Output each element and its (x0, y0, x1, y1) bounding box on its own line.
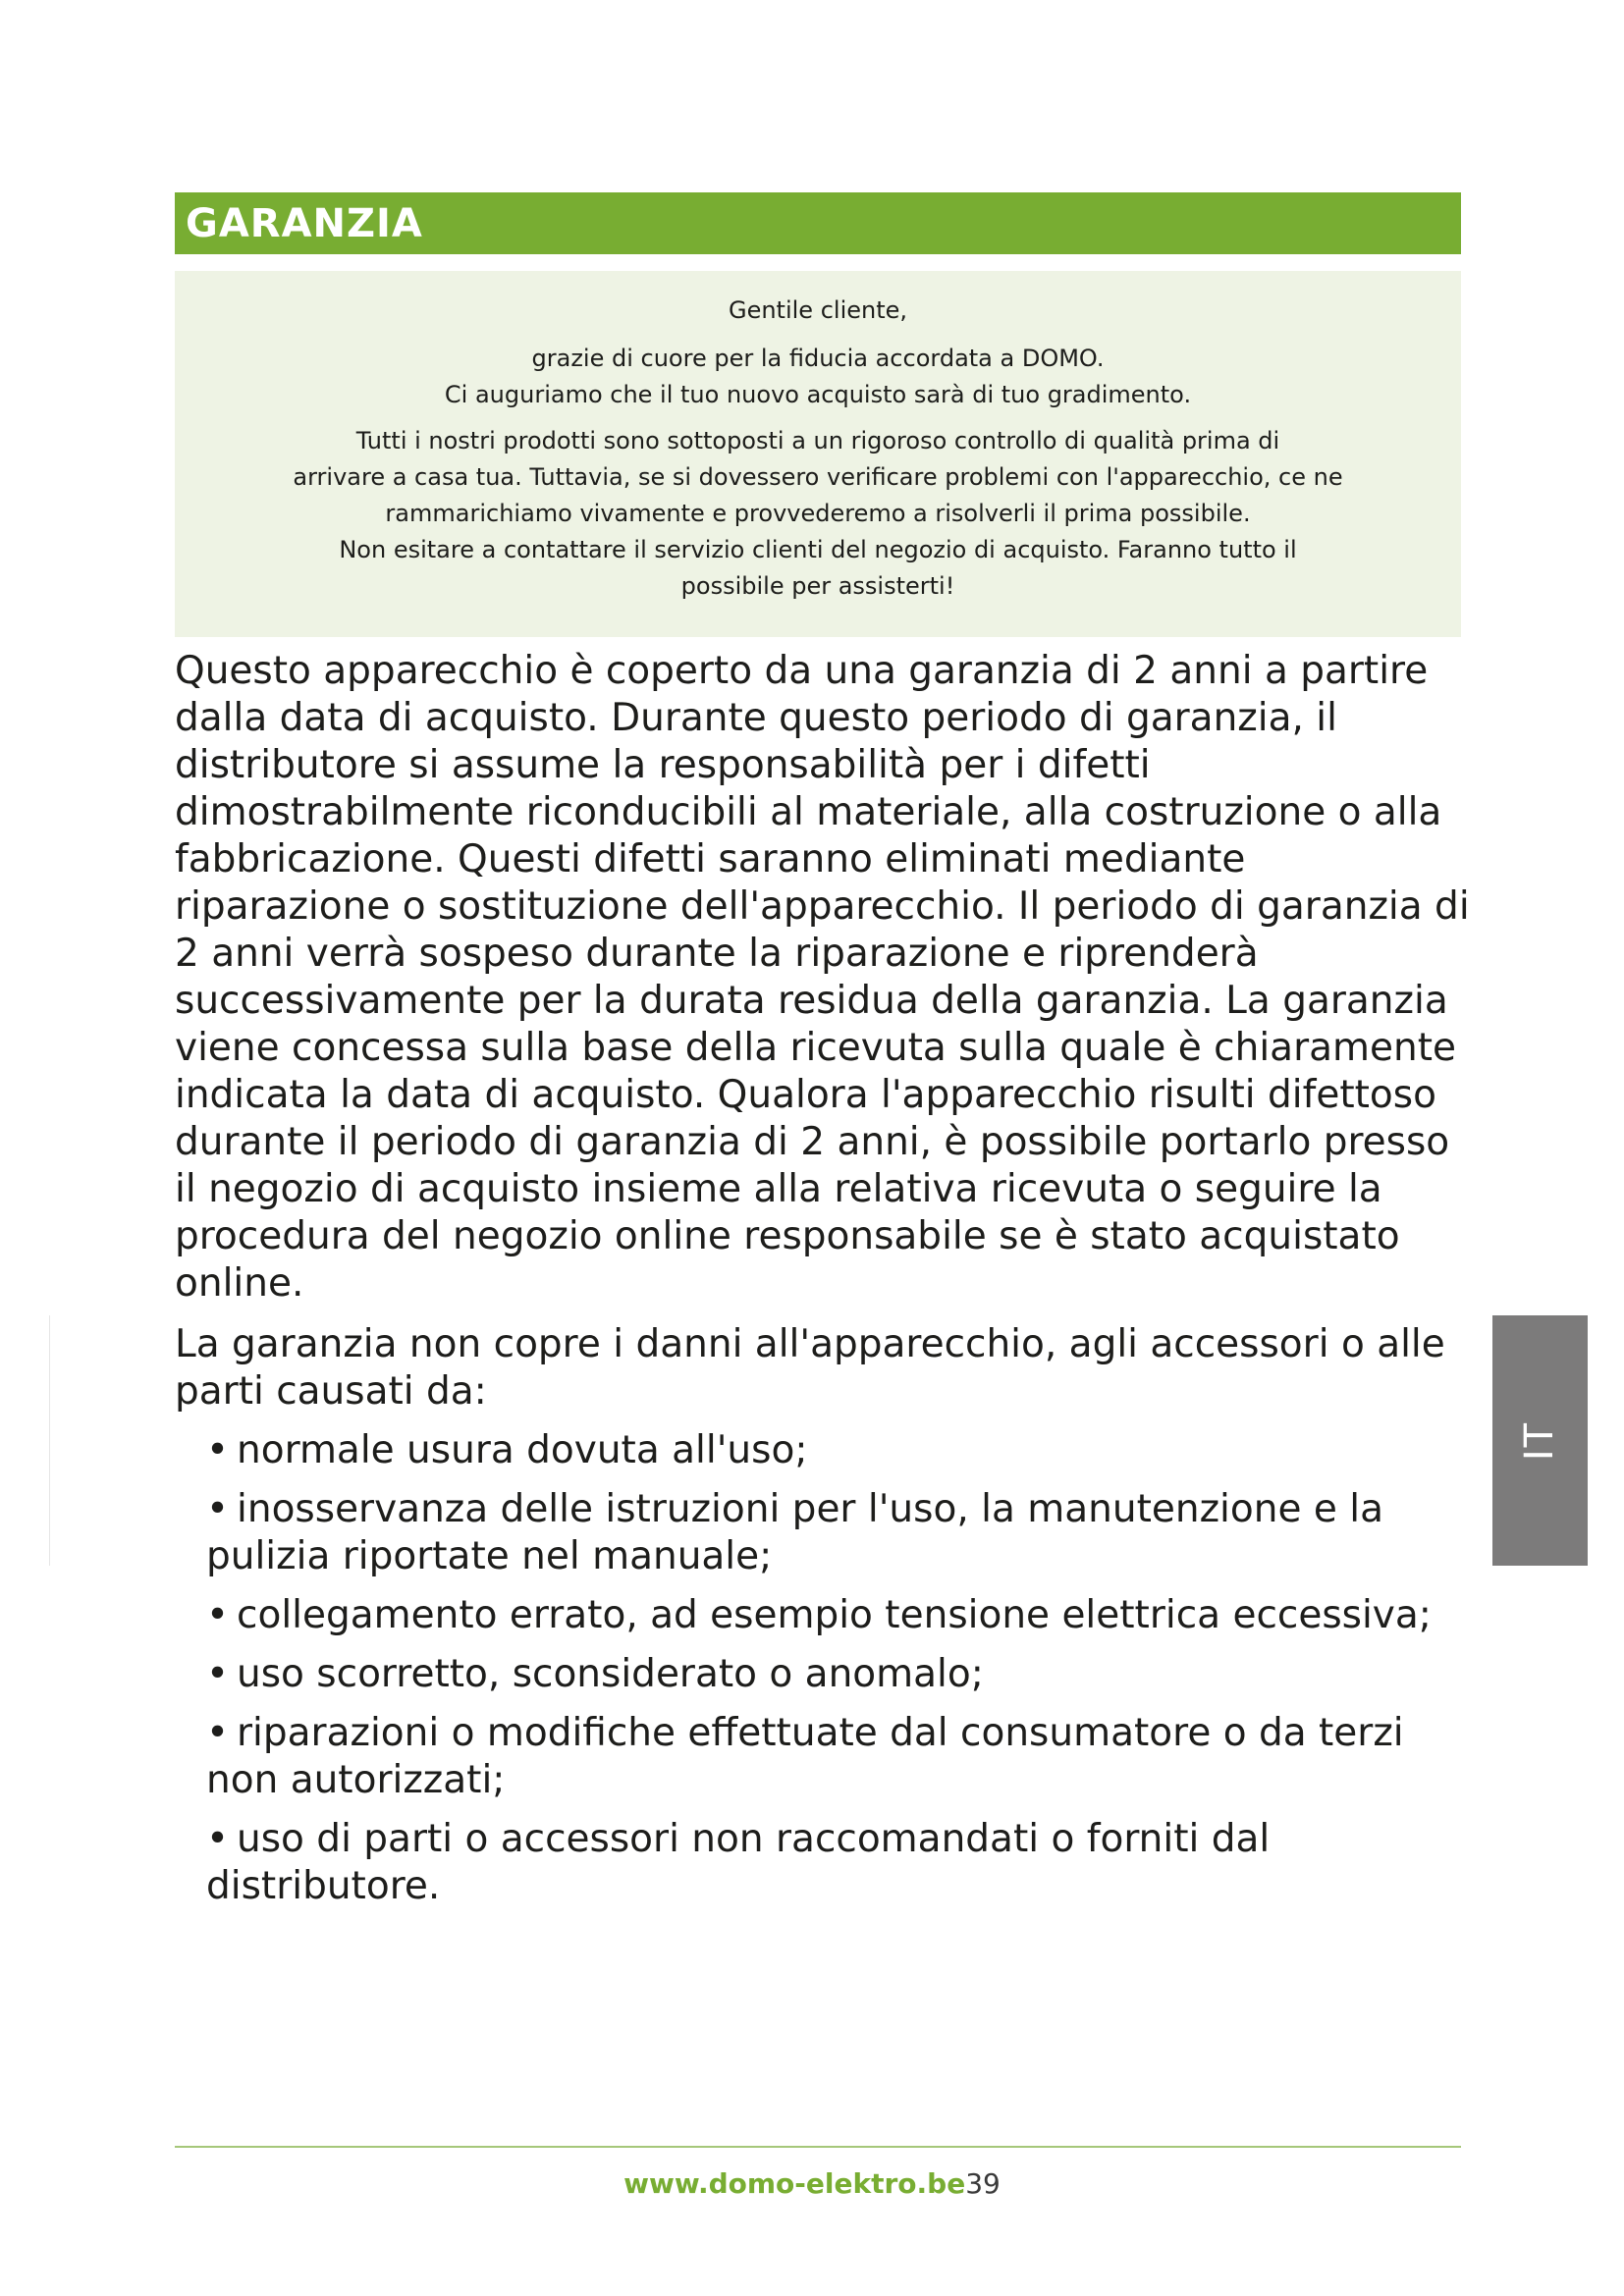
intro-box (175, 271, 1461, 637)
list-item (206, 1486, 1471, 1580)
intro-quality (239, 423, 1397, 605)
section-title: GARANZIA (186, 200, 423, 246)
intro-quality-line: Tutti i nostri prodotti sono sottoposti a un rigoroso controllo di qualità prima di (355, 427, 1280, 454)
list-item-text: riparazioni o modifiche effettuate dal consumatore o da terzi non autorizzati; (206, 1711, 1404, 1802)
intro-contact-line: Non esitare a contattare il servizio clienti del negozio di acquisto. Faranno tutto il (339, 536, 1297, 563)
intro-thanks (175, 341, 1461, 413)
list-item (206, 1651, 1471, 1698)
bullet-icon: • (206, 1593, 230, 1637)
exclusions-intro: La garanzia non copre i danni all'apparecchio, agli accessori o alle parti causati da: (175, 1322, 1445, 1414)
list-item (206, 1427, 1471, 1474)
warranty-body (175, 648, 1471, 1922)
list-item-text: uso scorretto, sconsiderato o anomalo; (237, 1652, 984, 1696)
bullet-icon: • (206, 1711, 230, 1755)
page-number: 39 (965, 2167, 1001, 2200)
bullet-icon: • (206, 1487, 230, 1531)
list-item-text: normale usura dovuta all'uso; (237, 1428, 808, 1472)
list-item-text: uso di parti o accessori non raccomandati o forniti dal distributore. (206, 1817, 1271, 1908)
list-item (206, 1592, 1471, 1639)
bullet-icon: • (206, 1817, 230, 1861)
page-footer (0, 2167, 1624, 2200)
bullet-icon: • (206, 1428, 230, 1472)
footer-url-link[interactable]: www.domo-elektro.be (623, 2167, 966, 2200)
intro-thanks-line: grazie di cuore per la fiducia accordata a DOMO. (531, 345, 1105, 372)
language-tab-label: IT (1517, 1420, 1563, 1461)
intro-quality-line: rammarichiamo vivamente e provvederemo a risolverli il prima possibile. (385, 500, 1251, 527)
exclusions-list (175, 1427, 1471, 1910)
bullet-icon: • (206, 1652, 230, 1696)
warranty-paragraph: Questo apparecchio è coperto da una garanzia di 2 anni a partire dalla data di acquisto. Durante questo periodo di garanzia, il distributore si assume la responsabilità per i difetti dimostrabilmente riconducibili al materiale, alla costruzione o alla fabbricazione. Questi difetti saranno eliminati mediante riparazione o sostituzione dell'apparecchio. Il periodo di garanzia di 2 anni verrà sospeso durante la riparazione e riprenderà successivamente per la durata residua della garanzia. La garanzia viene concessa sulla base della ricevuta sulla quale è chiaramente indicata la data di acquisto. Qualora l'apparecchio risulti difettoso durante il periodo di garanzia di 2 anni, è possibile portarlo presso il negozio di acquisto insieme alla relativa ricevuta o seguire la procedura del negozio online responsabile se è stato acquistato online. (175, 649, 1470, 1306)
margin-divider (49, 1315, 50, 1566)
list-item-text: collegamento errato, ad esempio tensione elettrica eccessiva; (237, 1593, 1432, 1637)
intro-contact-line: possibile per assisterti! (680, 572, 955, 600)
intro-thanks-line: Ci auguriamo che il tuo nuovo acquisto sarà di tuo gradimento. (444, 381, 1192, 408)
intro-greeting: Gentile cliente, (728, 296, 908, 324)
list-item-text: inosservanza delle istruzioni per l'uso, la manutenzione e la pulizia riportate nel manuale; (206, 1487, 1383, 1578)
section-header-bar (175, 192, 1461, 254)
list-item (206, 1710, 1471, 1804)
list-item (206, 1816, 1471, 1910)
intro-quality-line: arrivare a casa tua. Tuttavia, se si dovessero verificare problemi con l'apparecchio, ce ne (293, 463, 1343, 491)
footer-divider (175, 2146, 1461, 2148)
language-tab (1492, 1315, 1588, 1566)
